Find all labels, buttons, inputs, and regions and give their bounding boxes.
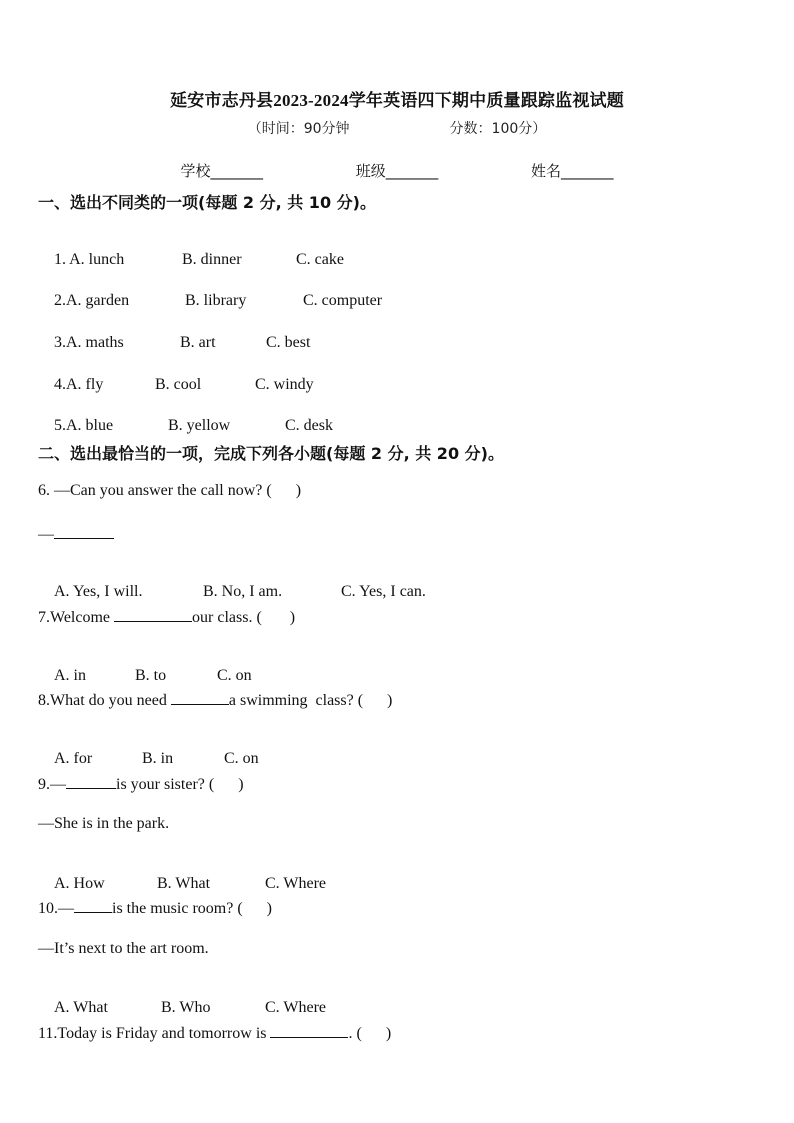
answer-blank xyxy=(270,1023,348,1038)
q8-stem-end: a swimming class? ( ) xyxy=(228,692,393,709)
q6-reply-dash: — xyxy=(38,526,54,543)
answer-blank xyxy=(54,524,114,539)
q3-option-a: 3.A. maths xyxy=(54,334,124,351)
q4-option-a: 4.A. fly xyxy=(54,376,104,393)
q10-option-b: B. Who xyxy=(161,999,211,1016)
answer-blank xyxy=(114,607,192,622)
exam-score: 分数：100分） xyxy=(449,121,547,137)
q7-option-b: B. to xyxy=(135,667,167,684)
q11-stem-end: . ( ) xyxy=(348,1025,392,1042)
q7-option-a: A. in xyxy=(54,667,86,684)
q7-stem-start: 7.Welcome xyxy=(38,609,115,626)
name-field: 姓名_______ xyxy=(531,162,614,180)
q10-stem-start: 10.— xyxy=(38,900,74,917)
q10-stem-end: is the music room? ( ) xyxy=(112,900,272,917)
q5-option-a: 5.A. blue xyxy=(54,417,114,434)
question-6: 6. —Can you answer the call now? ( ) xyxy=(38,482,302,499)
exam-time: （时间：90分钟 xyxy=(247,121,350,137)
class-field: 班级_______ xyxy=(355,162,439,180)
question-9-reply: —She is in the park. xyxy=(38,815,170,832)
q4-option-b: B. cool xyxy=(155,376,202,393)
answer-blank xyxy=(74,898,112,913)
q2-option-b: B. library xyxy=(185,292,247,309)
q9-option-c: C. Where xyxy=(265,875,327,892)
question-7 xyxy=(38,607,295,627)
question-9 xyxy=(38,774,244,794)
q9-stem-start: 9.— xyxy=(38,776,66,793)
section2-heading: 二、选出最恰当的一项，完成下列各小题(每题 2 分, 共 20 分)。 xyxy=(38,444,504,463)
question-6-reply xyxy=(38,524,114,544)
exam-meta xyxy=(0,118,794,138)
q8-option-a: A. for xyxy=(54,750,93,767)
school-field: 学校_______ xyxy=(180,162,263,180)
student-info xyxy=(0,160,794,181)
q1-option-b: B. dinner xyxy=(182,251,242,268)
q7-option-c: C. on xyxy=(217,667,252,684)
q10-option-a: A. What xyxy=(54,999,108,1016)
q9-option-b: B. What xyxy=(157,875,211,892)
q3-option-c: C. best xyxy=(266,334,311,351)
q9-option-a: A. How xyxy=(54,875,105,892)
q6-option-b: B. No, I am. xyxy=(203,583,283,600)
question-10-reply: —It’s next to the art room. xyxy=(38,940,209,957)
question-10 xyxy=(38,898,272,918)
answer-blank xyxy=(66,774,116,789)
q2-option-c: C. computer xyxy=(303,292,383,309)
question-11 xyxy=(38,1023,391,1043)
q4-option-c: C. windy xyxy=(255,376,314,393)
q10-option-c: C. Where xyxy=(265,999,327,1016)
q5-option-c: C. desk xyxy=(285,417,333,434)
q8-option-c: C. on xyxy=(224,750,259,767)
q9-stem-end: is your sister? ( ) xyxy=(116,776,244,793)
q2-option-a: 2.A. garden xyxy=(54,292,130,309)
q8-option-b: B. in xyxy=(142,750,174,767)
q11-stem-start: 11.Today is Friday and tomorrow is xyxy=(38,1025,271,1042)
q1-option-c: C. cake xyxy=(296,251,344,268)
q7-stem-end: our class. ( ) xyxy=(192,609,296,626)
q5-option-b: B. yellow xyxy=(168,417,231,434)
section1-heading: 一、选出不同类的一项(每题 2 分, 共 10 分)。 xyxy=(38,193,376,212)
q1-option-a: 1. A. lunch xyxy=(54,251,125,268)
q3-option-b: B. art xyxy=(180,334,216,351)
question-8 xyxy=(38,690,392,710)
q8-stem-start: 8.What do you need xyxy=(38,692,171,709)
answer-blank xyxy=(171,690,229,705)
q6-option-a: A. Yes, I will. xyxy=(54,583,143,600)
q6-option-c: C. Yes, I can. xyxy=(341,583,426,600)
page-title: 延安市志丹县2023-2024学年英语四下期中质量跟踪监视试题 xyxy=(170,91,624,110)
